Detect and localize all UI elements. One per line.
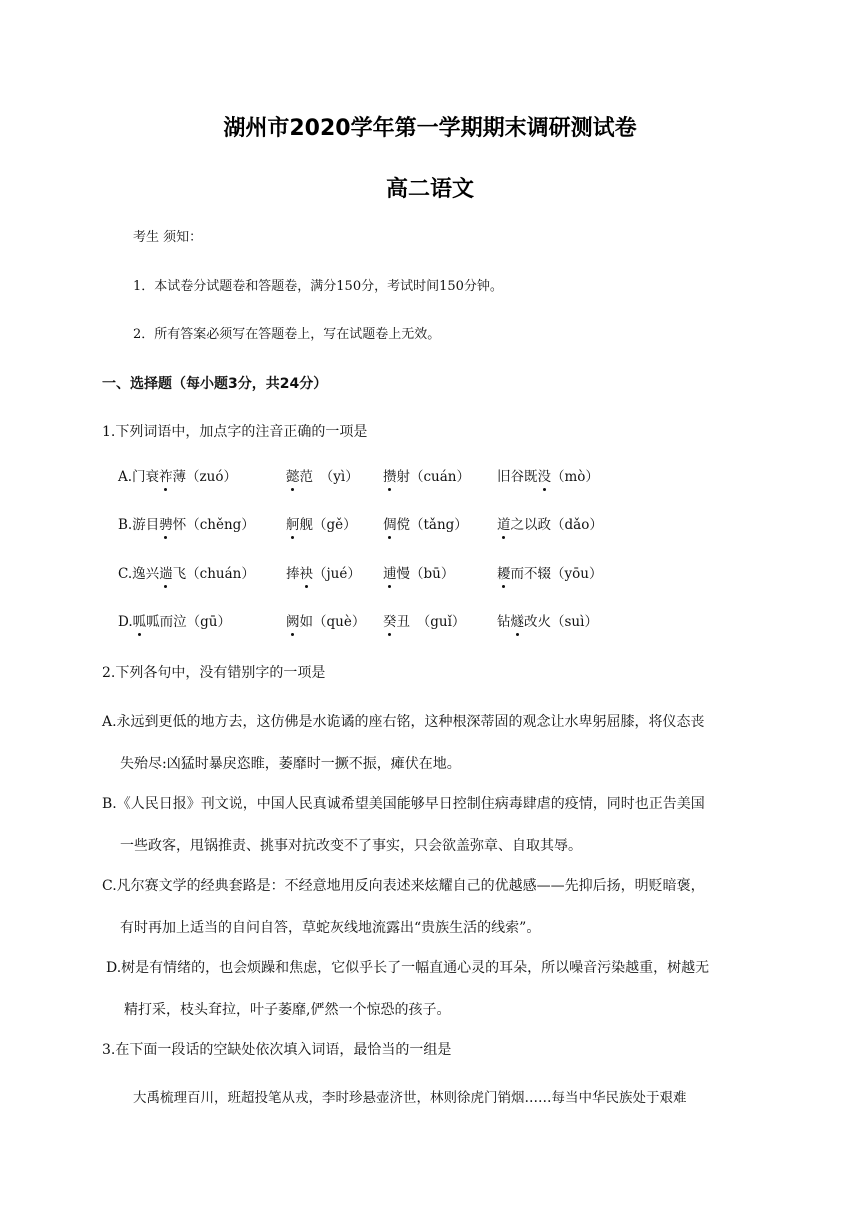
dotted-character: 燧 [510, 614, 524, 630]
q1-option-a-item [118, 467, 237, 487]
section-heading: 一、选择题（每小题3分，共24分） [102, 376, 328, 392]
dotted-character: 癸 [383, 614, 397, 630]
option-b-line-1: B.《人民日报》刊文说，中国人民真诚希望美国能够早日控制住病毒肆虐的疫情，同时也正告美国 [102, 796, 705, 812]
pinyin-annotation: （suì） [551, 614, 598, 630]
dotted-character: 舸 [286, 517, 300, 533]
dotted-character: 逋 [383, 566, 397, 582]
dotted-character: 遄 [159, 566, 173, 582]
q1-option-d-item [497, 612, 598, 632]
pinyin-annotation: （tǎng） [410, 517, 468, 533]
option-a-line-1: A.永远到更低的地方去，这仿佛是水诡谲的座右铭，这种根深蒂固的观念让水卑躬屈膝，将仪态丧 [102, 714, 705, 730]
option-d-line-2: 精打采，枝头耷拉，叶子萎靡,俨然一个惊恐的孩子。 [124, 1002, 451, 1018]
q1-option-d-item [286, 612, 365, 632]
question-2-option-b [102, 794, 762, 856]
dotted-character: 呱 [132, 614, 147, 630]
word-text: 丑 [396, 614, 410, 630]
q1-option-c-item [497, 564, 602, 584]
pinyin-annotation: （gū） [186, 614, 231, 630]
word-text: 薄 [172, 469, 187, 485]
q1-option-d-item [118, 612, 231, 632]
pinyin-annotation: （chěng） [186, 517, 255, 533]
notice-label: 考生 须知： [133, 230, 203, 245]
exam-subtitle: 高二语文 [385, 177, 474, 202]
pinyin-annotation: （gě） [313, 517, 357, 533]
word-text: 捧 [286, 566, 300, 582]
q1-option-c-item [286, 564, 361, 584]
option-c-line-2: 有时再加上适当的自问自答，草蛇灰线地流露出“贵族生活的线索”。 [120, 920, 541, 936]
word-text: 逸兴 [132, 566, 160, 582]
dotted-character: 阙 [286, 614, 300, 630]
dotted-character: 道 [497, 517, 511, 533]
q1-option-a-item [383, 467, 470, 487]
option-c-line-1: C.凡尔赛文学的经典套路是：不经意地用反向表述来炫耀自己的优越感——先抑后扬，明贬暗褒， [102, 878, 705, 894]
word-text: 飞 [172, 566, 187, 582]
dotted-character: 耰 [497, 566, 511, 582]
notice-item-2: 2．所有答案必须写在答题卷上，写在试题卷上无效。 [133, 327, 441, 342]
question-1-stem: 1.下列词语中，加点字的注音正确的一项是 [102, 424, 368, 440]
dotted-character: 祚 [159, 469, 173, 485]
question-3-stem: 3.在下面一段话的空缺处依次填入词语，最恰当的一组是 [102, 1042, 452, 1058]
question-2-option-d [106, 958, 766, 1020]
question-3-text: 大禹梳理百川，班超投笔从戎，李时珍悬壶济世，林则徐虎门销烟……每当中华民族处于艰难 [133, 1090, 687, 1106]
q1-option-c-item [118, 564, 255, 584]
word-text: 射 [396, 469, 410, 485]
word-text: 改火 [524, 614, 551, 630]
word-text: 门衰 [132, 469, 160, 485]
pinyin-annotation: （jué） [313, 566, 361, 582]
question-2-option-c [102, 876, 762, 938]
q1-option-b-item [118, 515, 255, 535]
question-2-option-a [102, 712, 762, 774]
word-text: 而不辍 [510, 566, 551, 582]
pinyin-annotation: （yōu） [551, 566, 603, 582]
pinyin-annotation: （dǎo） [551, 517, 603, 533]
word-text: 呱而泣 [146, 614, 187, 630]
option-label: A. [118, 469, 133, 485]
word-text: 怀 [172, 517, 187, 533]
pinyin-annotation: （bū） [410, 566, 455, 582]
q1-option-a-item [497, 467, 599, 487]
option-label: B. [118, 517, 133, 533]
q1-option-b-item [286, 515, 357, 535]
pinyin-annotation: （zuó） [186, 469, 237, 485]
option-b-line-2: 一些政客，甩锅推责、挑事对抗改变不了事实，只会欲盖弥章、自取其辱。 [120, 838, 582, 854]
word-text: 慢 [396, 566, 410, 582]
word-text: 范 [299, 469, 313, 485]
pinyin-annotation: （chuán） [186, 566, 255, 582]
word-text: 游目 [132, 517, 160, 533]
option-d-line-1: D.树是有情绪的，也会烦躁和焦虑，它似乎长了一幅直通心灵的耳朵，所以噪音污染越重，树越无 [106, 960, 710, 976]
word-text: 如 [299, 614, 313, 630]
pinyin-annotation: （yì） [313, 469, 359, 485]
q1-option-a-item [286, 467, 359, 487]
q1-option-d-item [383, 612, 465, 632]
word-text: 钻 [497, 614, 511, 630]
word-text: 之以政 [510, 517, 551, 533]
dotted-character: 倜 [383, 517, 397, 533]
question-2-stem: 2.下列各句中，没有错别字的一项是 [102, 665, 326, 681]
q1-option-b-item [497, 515, 603, 535]
pinyin-annotation: （què） [313, 614, 366, 630]
pinyin-annotation: （cuán） [410, 469, 470, 485]
word-text: 舰 [299, 517, 313, 533]
q1-option-b-item [383, 515, 468, 535]
dotted-character: 袂 [299, 566, 313, 582]
dotted-character: 懿 [286, 469, 300, 485]
exam-title: 湖州市2020学年第一学期期末调研测试卷 [223, 116, 637, 141]
option-label: D. [118, 614, 133, 630]
word-text: 傥 [396, 517, 410, 533]
word-text: 旧谷既 [497, 469, 538, 485]
dotted-character: 骋 [159, 517, 173, 533]
dotted-character: 攒 [383, 469, 397, 485]
dotted-character: 没 [537, 469, 551, 485]
pinyin-annotation: （guǐ） [410, 614, 466, 630]
pinyin-annotation: （mò） [551, 469, 599, 485]
q1-option-c-item [383, 564, 454, 584]
notice-item-1: 1．本试卷分试题卷和答题卷，满分150分，考试时间150分钟。 [133, 279, 503, 294]
option-a-line-2: 失殆尽:凶猛时暴戾恣睢，萎靡时一撅不振，瘫伏在地。 [120, 756, 461, 772]
option-label: C. [118, 566, 133, 582]
